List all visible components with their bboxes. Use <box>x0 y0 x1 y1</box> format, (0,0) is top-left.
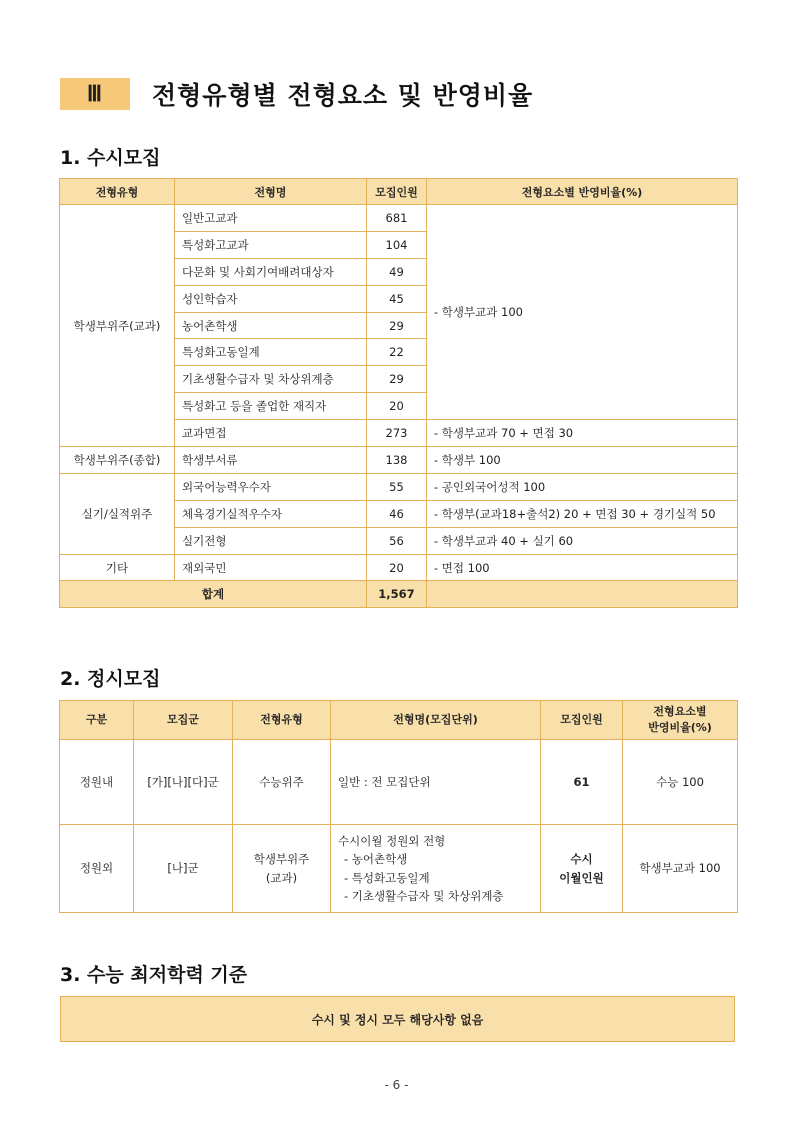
type-cell: 실기/실적위주 <box>60 473 175 554</box>
type-cell: 학생부위주(종합) <box>60 447 175 474</box>
list-item: - 특성화고동일계 <box>344 870 430 885</box>
col-header-name: 전형명 <box>175 179 367 205</box>
name-cell: 농어촌학생 <box>175 312 367 339</box>
name-cell: 일반 : 전 모집단위 <box>331 740 541 825</box>
table-row <box>60 825 738 913</box>
ratio-cell: - 학생부교과 100 <box>427 205 738 420</box>
type-line1: 학생부위주 <box>253 852 310 867</box>
type-cell: 학생부위주(교과) <box>60 205 175 447</box>
list-item: - 기초생활수급자 및 차상위계층 <box>344 888 504 903</box>
name-cell: 특성화고동일계 <box>175 339 367 366</box>
name-cell: 학생부서류 <box>175 447 367 474</box>
total-label: 합계 <box>60 581 367 608</box>
count-cell <box>541 825 623 913</box>
count-cell: 49 <box>367 258 427 285</box>
type-line2: (교과) <box>265 870 298 885</box>
name-title: 수시이월 정원외 전형 <box>338 833 446 848</box>
csat-heading: 3. 수능 최저학력 기준 <box>60 964 248 986</box>
jeongsi-table <box>59 700 738 913</box>
count-cell: 20 <box>367 393 427 420</box>
csat-note-box: 수시 및 정시 모두 해당사항 없음 <box>60 996 735 1042</box>
col-header-type: 전형유형 <box>233 701 331 740</box>
col-header-ratio <box>623 701 738 740</box>
group-cell: [가][나][다]군 <box>134 740 233 825</box>
susi-table <box>59 178 738 608</box>
page-title: 전형유형별 전형요소 및 반영비율 <box>152 81 534 110</box>
count-cell: 273 <box>367 420 427 447</box>
name-cell: 다문화 및 사회기여배려대상자 <box>175 258 367 285</box>
col-header-ratio-line2: 반영비율(%) <box>648 721 712 734</box>
count-cell: 29 <box>367 366 427 393</box>
name-cell: 외국어능력우수자 <box>175 473 367 500</box>
type-cell: 기타 <box>60 554 175 581</box>
col-header-type: 전형유형 <box>60 179 175 205</box>
count-line2: 이월인원 <box>559 870 604 885</box>
total-ratio-empty <box>427 581 738 608</box>
name-cell: 재외국민 <box>175 554 367 581</box>
name-cell: 교과면접 <box>175 420 367 447</box>
name-cell: 성인학습자 <box>175 285 367 312</box>
category-cell: 정원외 <box>60 825 134 913</box>
col-header-ratio-line1: 전형요소별 <box>653 705 707 719</box>
table-row <box>60 205 738 232</box>
name-cell: 실기전형 <box>175 527 367 554</box>
ratio-cell: 학생부교과 100 <box>623 825 738 913</box>
susi-header-row <box>60 179 738 205</box>
section-header <box>60 76 533 112</box>
page-number: - 6 - <box>384 1078 409 1092</box>
type-cell <box>233 825 331 913</box>
table-row <box>60 554 738 581</box>
name-cell: 특성화고교과 <box>175 231 367 258</box>
col-header-count: 모집인원 <box>367 179 427 205</box>
ratio-cell: - 학생부교과 70 + 면접 30 <box>427 420 738 447</box>
total-count: 1,567 <box>367 581 427 608</box>
table-row <box>60 447 738 474</box>
table-row <box>60 740 738 825</box>
jeongsi-heading: 2. 정시모집 <box>60 668 161 690</box>
count-cell: 55 <box>367 473 427 500</box>
count-line1: 수시 <box>570 852 593 867</box>
name-cell <box>331 825 541 913</box>
name-cell: 기초생활수급자 및 차상위계층 <box>175 366 367 393</box>
ratio-cell: - 학생부(교과18+출석2) 20 + 면접 30 + 경기실적 50 <box>427 500 738 527</box>
name-cell: 특성화고 등을 졸업한 재직자 <box>175 393 367 420</box>
count-cell: 20 <box>367 554 427 581</box>
count-cell: 56 <box>367 527 427 554</box>
total-row <box>60 581 738 608</box>
category-cell: 정원내 <box>60 740 134 825</box>
count-cell: 45 <box>367 285 427 312</box>
col-header-category: 구분 <box>60 701 134 740</box>
ratio-cell: - 학생부교과 40 + 실기 60 <box>427 527 738 554</box>
ratio-cell: - 면접 100 <box>427 554 738 581</box>
name-cell: 일반고교과 <box>175 205 367 232</box>
col-header-count: 모집인원 <box>541 701 623 740</box>
ratio-cell: - 학생부 100 <box>427 447 738 474</box>
count-cell: 104 <box>367 231 427 258</box>
col-header-name: 전형명(모집단위) <box>331 701 541 740</box>
jeongsi-header-row <box>60 701 738 740</box>
col-header-ratio: 전형요소별 반영비율(%) <box>427 179 738 205</box>
count-cell: 138 <box>367 447 427 474</box>
count-cell: 29 <box>367 312 427 339</box>
list-item: - 농어촌학생 <box>344 852 408 867</box>
count-cell: 681 <box>367 205 427 232</box>
count-cell: 46 <box>367 500 427 527</box>
count-cell: 22 <box>367 339 427 366</box>
susi-heading: 1. 수시모집 <box>60 147 161 169</box>
section-number-badge: Ⅲ <box>60 78 130 110</box>
type-cell: 수능위주 <box>233 740 331 825</box>
name-cell: 체육경기실적우수자 <box>175 500 367 527</box>
table-row <box>60 473 738 500</box>
col-header-group: 모집군 <box>134 701 233 740</box>
group-cell: [나]군 <box>134 825 233 913</box>
ratio-cell: 수능 100 <box>623 740 738 825</box>
ratio-cell: - 공인외국어성적 100 <box>427 473 738 500</box>
count-cell: 61 <box>541 740 623 825</box>
